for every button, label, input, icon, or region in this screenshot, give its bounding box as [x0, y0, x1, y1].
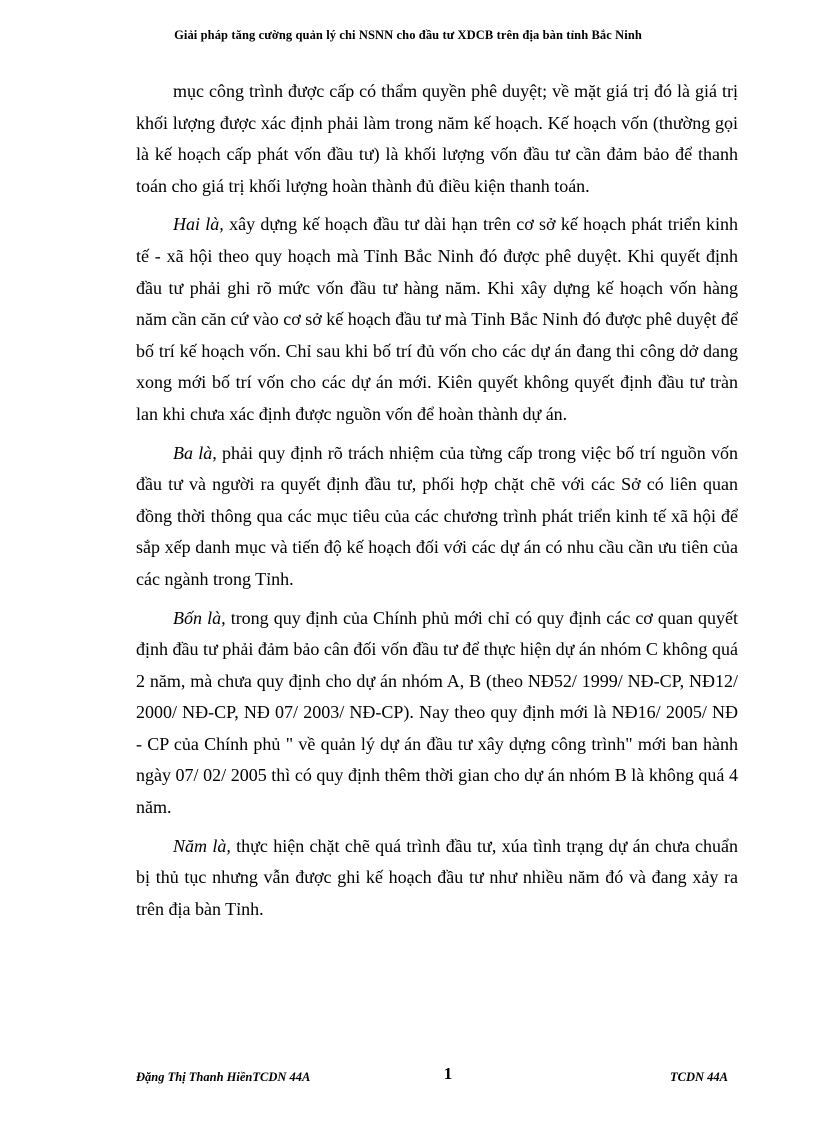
- page-number: 1: [443, 1064, 453, 1083]
- paragraph-nam-la: [136, 831, 738, 926]
- running-header: [0, 28, 816, 43]
- paragraph-hai-la: [136, 209, 738, 430]
- paragraph-text: trong quy định của Chính phủ mới chỉ có quy định các cơ quan quyết định đầu tư phải đảm bảo cân đối vốn đầu tư để thực hiện dự án nhóm C không quá 2 năm, mà chưa quy định cho dự án nhóm A, B (theo NĐ52/ 1999/ NĐ-CP, NĐ12/ 2000/ NĐ-CP, NĐ 07/ 2003/ NĐ-CP). Nay theo quy định mới là NĐ16/ 2005/ NĐ - CP của Chính phủ " về quản lý dự án đầu tư xây dựng công trình" mới ban hành ngày 07/ 02/ 2005 thì có quy định thêm thời gian cho dự án nhóm B là không quá 4 năm.: [136, 607, 738, 818]
- paragraph-bon-la: [136, 603, 738, 824]
- paragraph-text: thực hiện chặt chẽ quá trình đầu tư, xúa tình trạng dự án chưa chuẩn bị thủ tục nhưng vẫn được ghi kế hoạch đầu tư như nhiều năm đó và đang xảy ra trên địa bàn Tỉnh.: [136, 835, 738, 919]
- page-footer: [136, 1064, 728, 1094]
- paragraph-lead: Ba là,: [173, 442, 217, 463]
- footer-class-code: TCDN 44A: [670, 1070, 728, 1084]
- paragraph-lead: Bốn là,: [173, 607, 226, 628]
- footer-author: Đặng Thị Thanh HiềnTCDN 44A: [136, 1070, 311, 1084]
- paragraph-text: mục công trình được cấp có thẩm quyền phê duyệt; về mặt giá trị đó là giá trị khối lượng được xác định phải làm trong năm kế hoạch. Kế hoạch vốn (thường gọi là kế hoạch cấp phát vốn đầu tư) là khối lượng vốn đầu tư cần đảm bảo để thanh toán cho giá trị khối lượng hoàn thành đủ điều kiện thanh toán.: [136, 81, 738, 196]
- paragraph-continuation: [136, 76, 738, 202]
- paragraph-text: xây dựng kế hoạch đầu tư dài hạn trên cơ sở kế hoạch phát triển kinh tế - xã hội theo quy hoạch mà Tỉnh Bắc Ninh đó được phê duyệt. Khi quyết định đầu tư phải ghi rõ mức vốn đầu tư hàng năm. Khi xây dựng kế hoạch vốn hàng năm cần căn cứ vào cơ sở kế hoạch đầu tư mà Tỉnh Bắc Ninh đó được phê duyệt để bố trí kế hoạch vốn. Chỉ sau khi bố trí đủ vốn cho các dự án đang thi công dở dang xong mới bố trí vốn cho các dự án mới. Kiên quyết không quyết định đầu tư tràn lan khi chưa xác định được nguồn vốn để hoàn thành dự án.: [136, 214, 738, 424]
- paragraph-text: phải quy định rõ trách nhiệm của từng cấp trong việc bố trí nguồn vốn đầu tư và người ra quyết định đầu tư, phối hợp chặt chẽ với các Sở có liên quan đồng thời thông qua các mục tiêu của các chương trình phát triển kinh tế xã hội để sắp xếp danh mục và tiến độ kế hoạch đối với các dự án có nhu cầu cần ưu tiên của các ngành trong Tỉnh.: [136, 442, 739, 589]
- paragraph-ba-la: [136, 438, 738, 596]
- document-body: [136, 76, 738, 932]
- paragraph-lead: Hai là,: [173, 214, 224, 235]
- header-title: Giải pháp tăng cường quản lý chi NSNN cho đầu tư XDCB trên địa bàn tỉnh Bắc Ninh: [174, 28, 642, 42]
- paragraph-lead: Năm là,: [173, 835, 231, 856]
